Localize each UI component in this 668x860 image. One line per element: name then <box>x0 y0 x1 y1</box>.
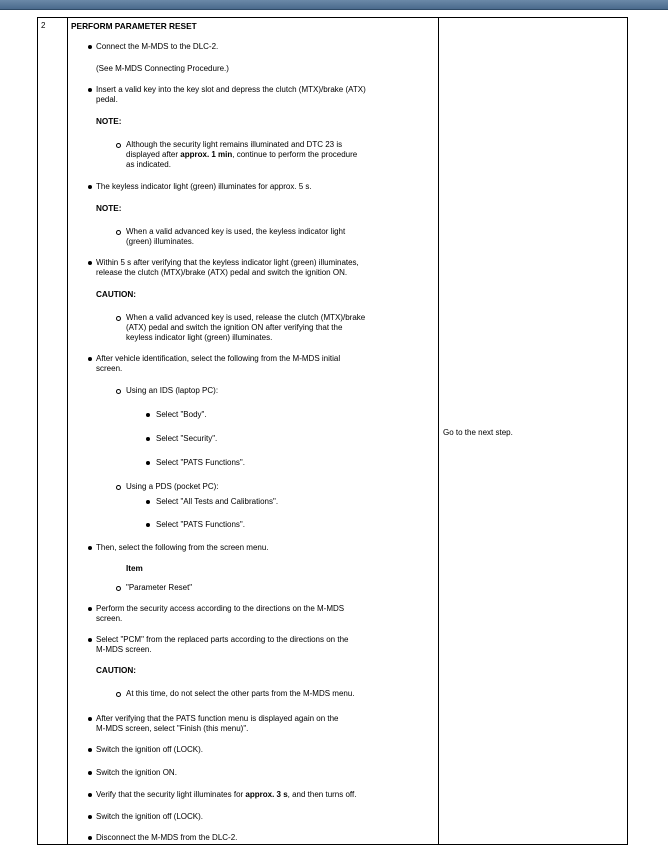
option-line: Using an IDS (laptop PC): <box>126 386 219 395</box>
bullet-icon <box>88 546 92 550</box>
bullet-icon <box>88 836 92 840</box>
bullet-icon <box>88 88 92 92</box>
bullet-icon <box>146 523 150 527</box>
sub-bullet-icon <box>116 230 121 235</box>
note-heading: NOTE: <box>96 204 122 213</box>
item-heading: Item <box>126 564 143 573</box>
bullet-icon <box>146 413 150 417</box>
bullet-icon <box>88 45 92 49</box>
bullet-icon <box>88 793 92 797</box>
step-number: 2 <box>41 21 46 30</box>
instruction-line: After verifying that the PATS function menu is displayed again on the <box>96 714 339 723</box>
caution-line: When a valid advanced key is used, release the clutch (MTX)/brake <box>126 313 366 322</box>
instruction-line: Select "PCM" from the replaced parts according to the directions on the <box>96 635 349 644</box>
bullet-icon <box>88 185 92 189</box>
note-line: (green) illuminates. <box>126 237 195 246</box>
sub-bullet-icon <box>116 143 121 148</box>
instruction-line: Perform the security access according to the directions on the M-MDS <box>96 604 345 613</box>
instruction-line: Connect the M-MDS to the DLC-2. <box>96 42 219 51</box>
bullet-icon <box>146 437 150 441</box>
instruction-line: Then, select the following from the screen menu. <box>96 543 269 552</box>
column-divider <box>67 18 68 844</box>
step-result: Go to the next step. <box>443 428 513 437</box>
note-heading: NOTE: <box>96 117 122 126</box>
sub-bullet-icon <box>116 586 121 591</box>
caution-line: At this time, do not select the other parts from the M-MDS menu. <box>126 689 355 698</box>
sub-bullet-icon <box>116 389 121 394</box>
instruction-line: screen. <box>96 364 123 373</box>
instruction-line: release the clutch (MTX)/brake (ATX) pedal and switch the ignition ON. <box>96 268 348 277</box>
note-line: Although the security light remains illuminated and DTC 23 is <box>126 140 343 149</box>
bullet-icon <box>146 461 150 465</box>
option-line: Select "Body". <box>156 410 207 419</box>
option-line: Select "All Tests and Calibrations". <box>156 497 279 506</box>
step-title: PERFORM PARAMETER RESET <box>71 21 197 31</box>
instruction-line: Switch the ignition ON. <box>96 768 177 777</box>
window-top-bar <box>0 0 668 10</box>
note-line: as indicated. <box>126 160 171 169</box>
bullet-icon <box>88 638 92 642</box>
bullet-icon <box>88 261 92 265</box>
instruction-line: screen. <box>96 614 123 623</box>
procedure-table <box>37 17 628 845</box>
bullet-icon <box>88 357 92 361</box>
bullet-icon <box>88 748 92 752</box>
bullet-icon <box>88 771 92 775</box>
instruction-line: Within 5 s after verifying that the keyless indicator light (green) illuminates, <box>96 258 359 267</box>
option-line: Select "PATS Functions". <box>156 458 245 467</box>
instruction-line: Switch the ignition off (LOCK). <box>96 812 204 821</box>
instruction-line: (See M-MDS Connecting Procedure.) <box>96 64 229 73</box>
sub-bullet-icon <box>116 316 121 321</box>
note-line: displayed after approx. 1 min, continue to perform the procedure <box>126 150 358 159</box>
instruction-line: pedal. <box>96 95 118 104</box>
bullet-icon <box>88 815 92 819</box>
bullet-icon <box>88 607 92 611</box>
caution-heading: CAUTION: <box>96 666 137 675</box>
caution-heading: CAUTION: <box>96 290 137 299</box>
instruction-line: Switch the ignition off (LOCK). <box>96 745 204 754</box>
option-line: Select "Security". <box>156 434 218 443</box>
instruction-line: M-MDS screen, select "Finish (this menu)". <box>96 724 249 733</box>
note-line: When a valid advanced key is used, the keyless indicator light <box>126 227 346 236</box>
instruction-line: M-MDS screen. <box>96 645 152 654</box>
instruction-line: Disconnect the M-MDS from the DLC-2. <box>96 833 238 842</box>
caution-line: (ATX) pedal and switch the ignition ON after verifying that the <box>126 323 343 332</box>
bullet-icon <box>146 500 150 504</box>
instruction-line: After vehicle identification, select the following from the M-MDS initial <box>96 354 341 363</box>
bullet-icon <box>88 717 92 721</box>
instruction-line: Insert a valid key into the key slot and depress the clutch (MTX)/brake (ATX) <box>96 85 366 94</box>
sub-bullet-icon <box>116 485 121 490</box>
caution-line: keyless indicator light (green) illuminates. <box>126 333 273 342</box>
option-line: Select "PATS Functions". <box>156 520 245 529</box>
instruction-line: Verify that the security light illuminates for approx. 3 s, and then turns off. <box>96 790 357 799</box>
instruction-line: The keyless indicator light (green) illuminates for approx. 5 s. <box>96 182 312 191</box>
sub-bullet-icon <box>116 692 121 697</box>
item-line: "Parameter Reset" <box>126 583 193 592</box>
option-line: Using a PDS (pocket PC): <box>126 482 219 491</box>
column-divider <box>438 18 439 844</box>
